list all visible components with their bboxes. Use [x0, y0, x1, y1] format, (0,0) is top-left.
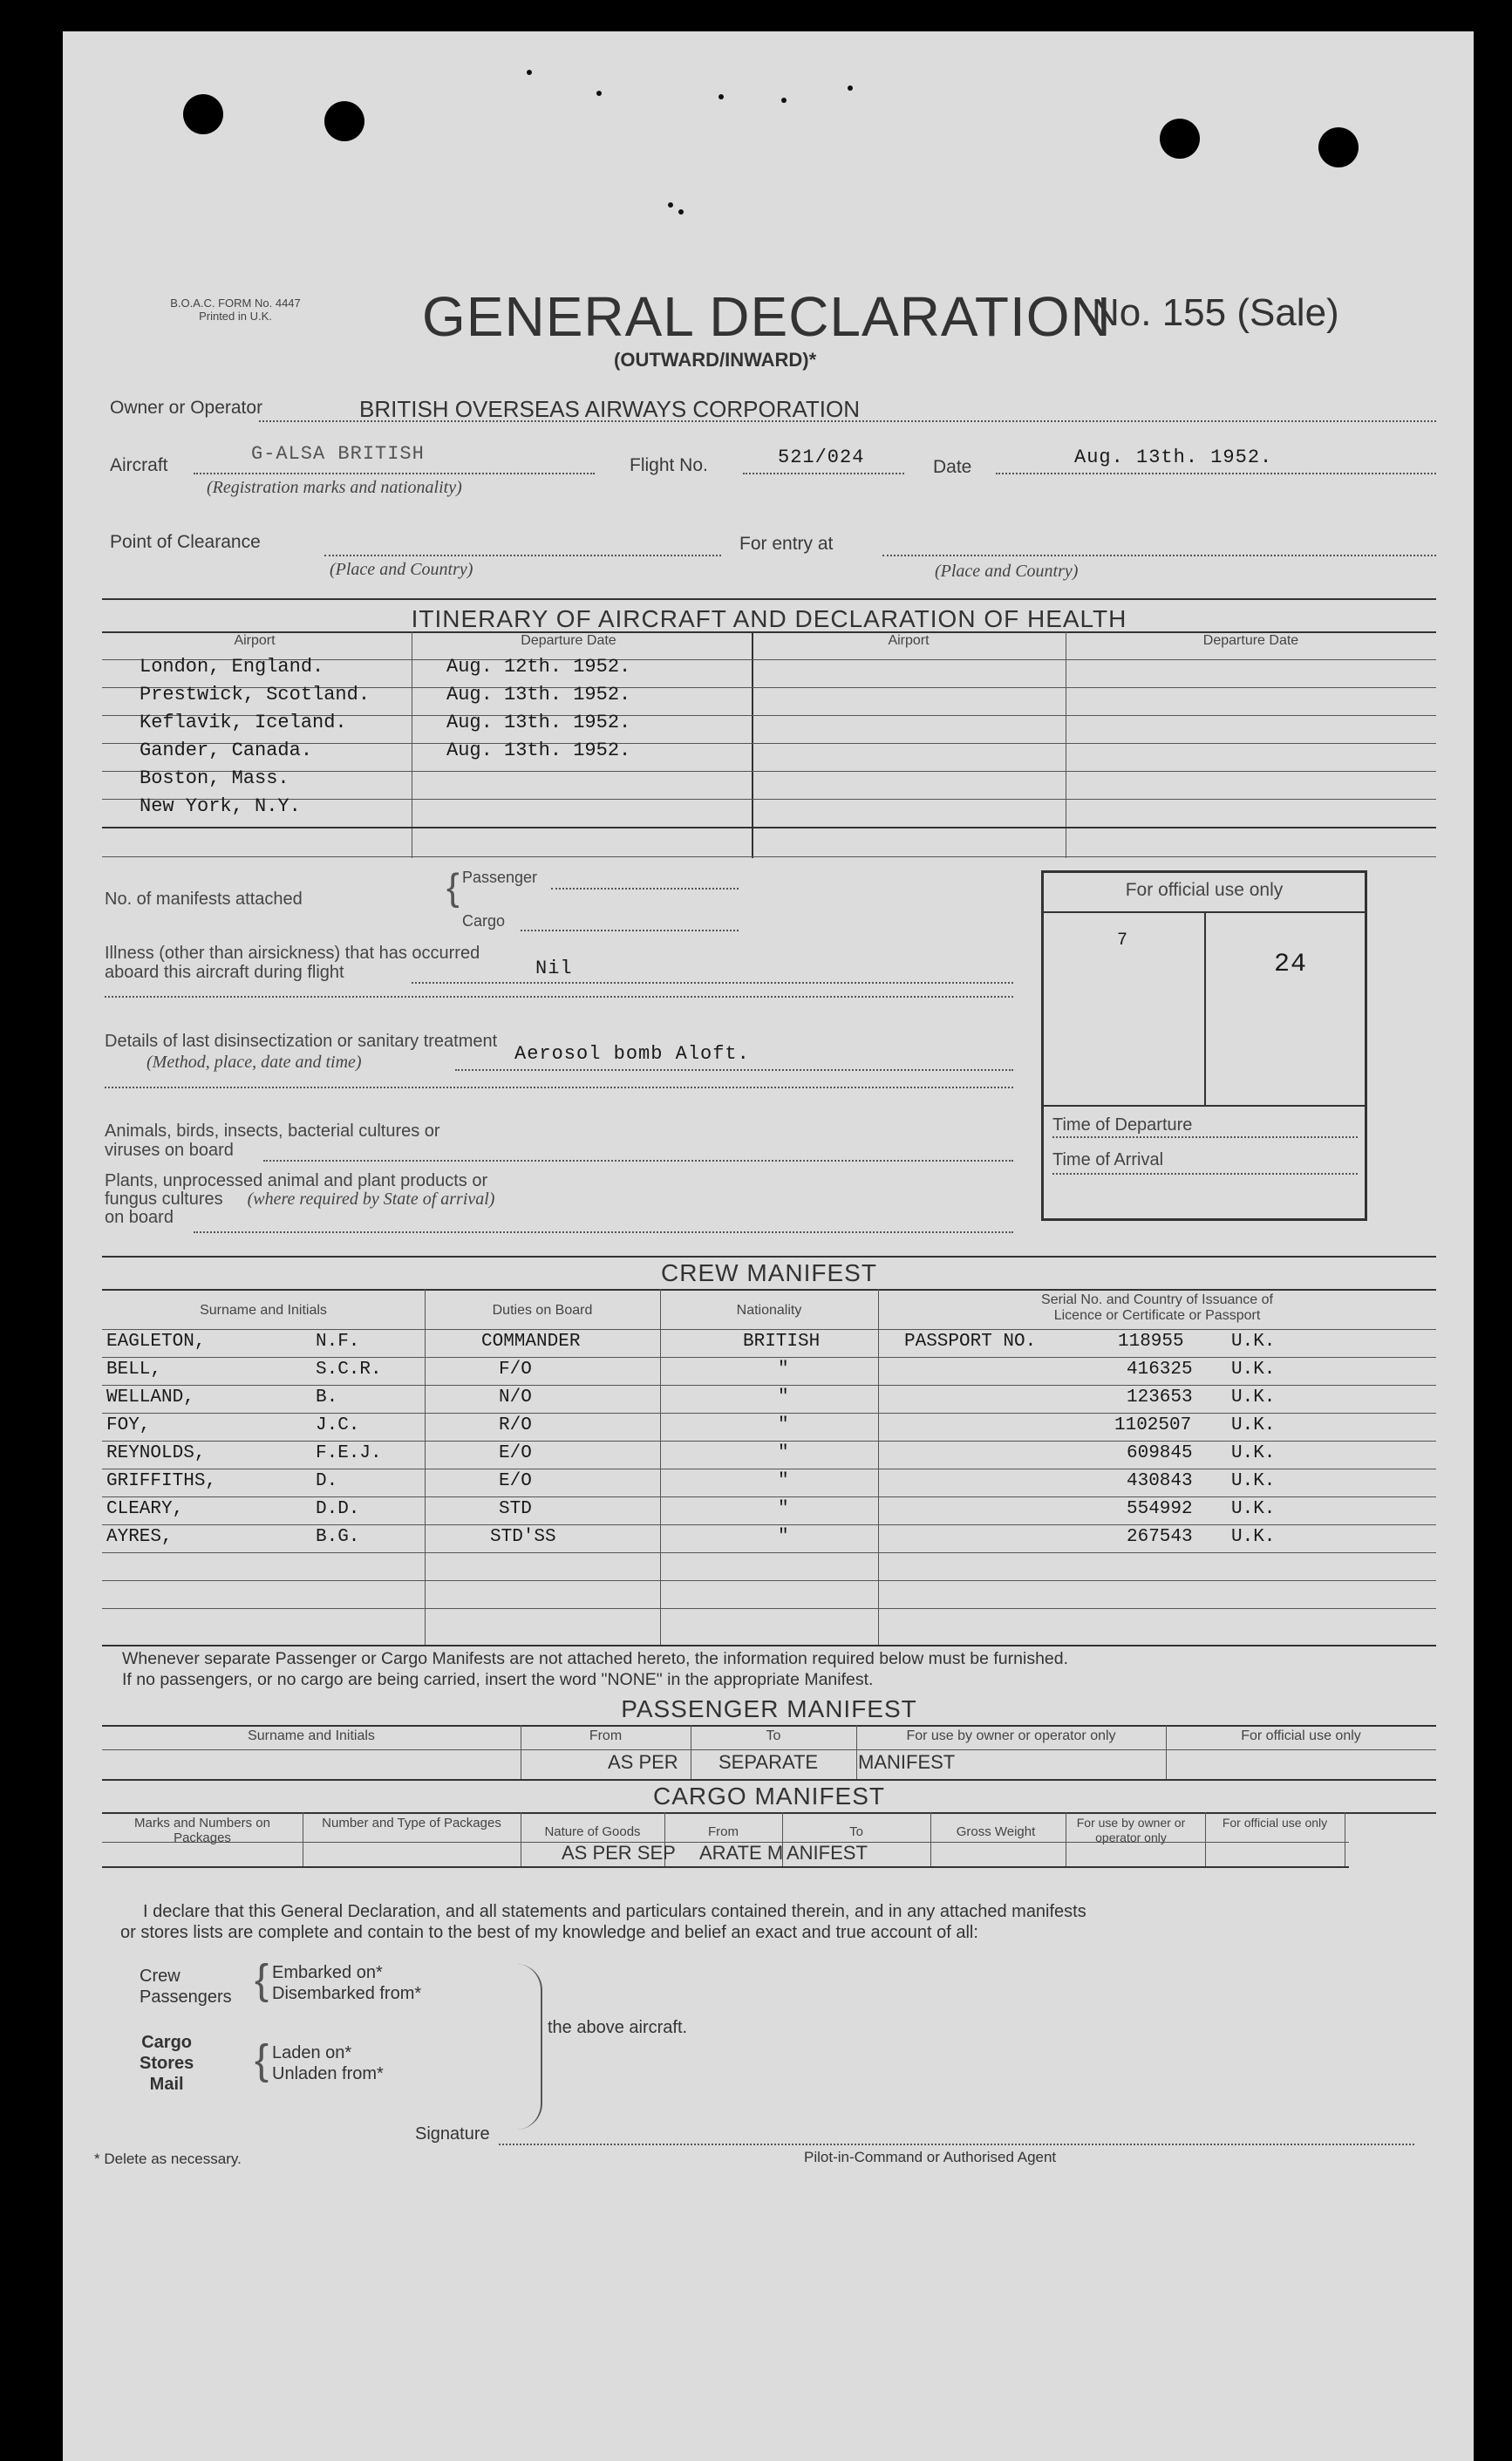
crew-initials: B.: [316, 1387, 338, 1408]
crew-row-7: [98, 1498, 1423, 1526]
crew-serial: 609845: [1127, 1443, 1193, 1463]
crew-surname: GRIFFITHS,: [106, 1471, 217, 1491]
declaration-number: No. 155 (Sale): [1092, 291, 1339, 334]
direction: (OUTWARD/INWARD)*: [614, 349, 817, 371]
passenger-label: Passenger: [462, 869, 538, 886]
cargo-manifest-value-1: AS PER SEP: [562, 1842, 676, 1864]
animals-label: Animals, birds, insects, bacterial cultures or viruses on board: [105, 1121, 440, 1160]
punch-hole-right-2: [1318, 127, 1359, 167]
crew-nationality: BRITISH: [743, 1332, 821, 1352]
crew-nationality: ": [778, 1360, 789, 1380]
crew-row-3: [98, 1387, 1423, 1415]
crew-country: U.K.: [1231, 1443, 1276, 1463]
crew-duty: COMMANDER: [481, 1332, 581, 1352]
clearance-caption: (Place and Country): [330, 560, 473, 579]
itinerary-header-airport-2: Airport: [888, 633, 930, 648]
time-of-arrival-label: Time of Arrival: [1052, 1150, 1164, 1169]
signature-label: Signature: [415, 2124, 490, 2144]
crew-initials: J.C.: [316, 1415, 360, 1435]
itinerary-header-date-1: Departure Date: [521, 633, 616, 648]
declaration-sheet: B.O.A.C. FORM No. 4447 Printed in U.K. GENERAL DECLARATION No. 155 (Sale) (OUTWARD/INWARD)* Owner or Operator BRITISH OVERSEAS AIRWAYS CORPORATION Aircraft G-ALSA BRITISH (Registration marks and nationality) Flight No. 521/024 Date Aug. 13th. 1952. Point of Clearance (Place and Country) For entry at (Place and Country) ITINERARY OF AIRCRAFT AND DECLARATION OF HEALTH Airport Departure Date Airport Departure Date London, England. Aug. 12th. 1952. Prestwick, Scotland. Aug. 13th. 1952. Keflavik, Iceland. Aug. 13th. 1952. Gander, Canada. Aug. 13th. 1952. Boston, Mass. New York, N.Y. No. of manifests attached { Passenger Cargo Illness (other than airsickness) that has occurred aboard this aircraft during flight Nil Details of last disinsectization or sanitary treatment (Method, place, date and time) Aerosol bomb Aloft. Animals, birds, insects, bacterial cultures or viruses on board Plants, unprocessed animal and plant products or fungus cultures (where required by State of arrival) on board For official use only 7 24 Time of Departure Time of Arrival CREW MANIFEST Surname and Initials Duties on Board Nationality Serial No. and Country of Issuance of Licence or Certificate or Passport EAGLETON, N.F. COMMANDER BRITISH PASSPORT NO. 118955 U.K. BELL, S.C.R. F/O " 416325 U.K. WELLAND, B. N/O " 123653 U.K. FOY, J.C. R/O " 1102507 U.K. REYNOLDS, F.E.J. E/O " 609845 U.K. GRIFFITHS, D. E/O " 430843 U.K. CLEARY, D.D. STD " 554992 U.K. AYRES, B.G. STD'SS " 267543 U.K. Whenever separate Passenger or Cargo Manifests are not attached hereto, the information required below must be furnished. If no passengers, or no cargo are being carried, insert the word "NONE" in the appropriate Manifest. PASSENGER MANIFEST Surname and Initials From To For use by owner or operator only For official use only AS PER SEPARATE MANIFEST CARGO MANIFEST Marks and Numbers on Packages Number and Type of Packages Nature of Goods From To Gross Weight For use by owner or operator only For official use only AS PER SEP ARATE M ANIFEST I declare that this General Declaration, and all statements and particulars contained therein, and in any attached manifests or stores lists are complete and contain to the best of my knowledge and belief an exact and true account of all: Crew Passengers { Embarked on* Disembarked from* Cargo Stores Mail { Laden on* Unladen from* the above aircraft. Signature * Delete as necessary. Pilot-in-Command or Authorised Agent: [63, 31, 1474, 2461]
airport: London, England.: [140, 656, 324, 678]
cargo-label: Cargo: [462, 912, 506, 930]
crew-initials: B.G.: [316, 1527, 360, 1547]
crew-serial: 118955: [1118, 1332, 1184, 1352]
crew-nationality: ": [778, 1387, 789, 1408]
itinerary-row-4: [98, 738, 1423, 766]
airport: New York, N.Y.: [140, 795, 301, 817]
passenger-manifest-value-1: AS PER: [608, 1751, 678, 1773]
crew-serial: 1102507: [1114, 1415, 1192, 1435]
crew-nationality: ": [778, 1415, 789, 1435]
cargo-header-nature: Nature of Goods: [544, 1824, 641, 1839]
crew-surname: CLEARY,: [106, 1499, 184, 1519]
cargo-header-number: Number and Type of Packages: [322, 1816, 501, 1830]
page-title: GENERAL DECLARATION: [422, 285, 1112, 348]
aircraft-caption: (Registration marks and nationality): [207, 478, 462, 497]
laden-options: Laden on* Unladen from*: [272, 2043, 384, 2083]
crew-country: U.K.: [1231, 1332, 1276, 1352]
crew-row-5: [98, 1442, 1423, 1470]
crew-serial: 416325: [1127, 1360, 1193, 1380]
passenger-manifest-value-2: SEPARATE: [719, 1751, 819, 1773]
crew-header-surname: Surname and Initials: [200, 1303, 327, 1318]
official-use-box: [1041, 870, 1367, 1221]
crew-surname: EAGLETON,: [106, 1332, 206, 1352]
passenger-header-surname: Surname and Initials: [248, 1728, 375, 1743]
itinerary-header-date-2: Departure Date: [1202, 633, 1299, 648]
clearance-label: Point of Clearance: [110, 532, 261, 552]
pilot-label: Pilot-in-Command or Authorised Agent: [804, 2149, 1057, 2165]
itinerary-title: ITINERARY OF AIRCRAFT AND DECLARATION OF HEALTH: [411, 605, 1127, 632]
crew-initials: F.E.J.: [316, 1443, 382, 1463]
crew-initials: N.F.: [316, 1332, 360, 1352]
cargo-header-official-use: For official use only: [1222, 1816, 1328, 1830]
speck: [668, 202, 673, 208]
crew-passengers-label: Crew Passengers: [140, 1967, 232, 2007]
crew-country: U.K.: [1231, 1360, 1276, 1380]
crew-serial: 430843: [1127, 1471, 1193, 1491]
itinerary-row-3: [98, 710, 1423, 738]
flight-value: 521/024: [778, 447, 865, 468]
cargo-manifest-value-2: ARATE M: [699, 1842, 784, 1864]
official-mark-right: 24: [1274, 950, 1308, 979]
entry-caption: (Place and Country): [935, 562, 1079, 581]
crew-initials: S.C.R.: [316, 1360, 382, 1380]
cargo-manifest-title: CARGO MANIFEST: [652, 1783, 885, 1810]
departure-date: Aug. 13th. 1952.: [446, 712, 631, 733]
cargo-stores-mail-label: Cargo Stores Mail: [140, 2033, 194, 2094]
crew-country: U.K.: [1231, 1499, 1276, 1519]
crew-row-8: [98, 1526, 1423, 1554]
official-use-title: For official use only: [1125, 880, 1284, 900]
aircraft-value: G-ALSA BRITISH: [251, 443, 425, 465]
crew-nationality: ": [778, 1471, 789, 1491]
embark-options: Embarked on* Disembarked from*: [272, 1963, 422, 2003]
airport: Keflavik, Iceland.: [140, 712, 347, 733]
crew-nationality: ": [778, 1443, 789, 1463]
entry-label: For entry at: [739, 534, 834, 554]
itinerary-row-1: [98, 654, 1423, 682]
cargo-header-to: To: [849, 1824, 863, 1839]
speck: [678, 209, 684, 215]
crew-row-1: [98, 1331, 1423, 1359]
official-mark-left: 7: [1117, 931, 1129, 951]
speck: [848, 85, 853, 91]
crew-serial: 554992: [1127, 1499, 1193, 1519]
cargo-header-owner-use: For use by owner or operator only: [1076, 1816, 1186, 1844]
delete-note: * Delete as necessary.: [94, 2151, 242, 2167]
passenger-header-owner-use: For use by owner or operator only: [906, 1728, 1116, 1743]
crew-initials: D.D.: [316, 1499, 360, 1519]
cargo-header-marks: Marks and Numbers on Packages: [134, 1816, 270, 1845]
owner-value: BRITISH OVERSEAS AIRWAYS CORPORATION: [359, 396, 861, 422]
cargo-manifest-value-3: ANIFEST: [787, 1842, 868, 1864]
itinerary-row-5: [98, 766, 1423, 794]
form-code: B.O.A.C. FORM No. 4447 Printed in U.K.: [170, 297, 301, 323]
crew-country: U.K.: [1231, 1527, 1276, 1547]
airport: Boston, Mass.: [140, 767, 289, 789]
passenger-header-to: To: [766, 1728, 781, 1743]
speck: [596, 91, 602, 96]
departure-date: Aug. 12th. 1952.: [446, 656, 631, 678]
passenger-header-from: From: [589, 1728, 623, 1743]
crew-surname: AYRES,: [106, 1527, 173, 1547]
above-aircraft-text: the above aircraft.: [548, 2018, 688, 2037]
punch-hole-left-1: [183, 94, 223, 134]
crew-header-duties: Duties on Board: [492, 1303, 593, 1318]
itinerary-row-2: [98, 682, 1423, 710]
crew-manifest-title: CREW MANIFEST: [661, 1259, 877, 1286]
date-label: Date: [933, 457, 972, 477]
crew-surname: REYNOLDS,: [106, 1443, 206, 1463]
crew-duty: N/O: [499, 1387, 532, 1408]
disinsect-label: Details of last disinsectization or sanitary treatment (Method, place, date and time): [105, 1032, 498, 1072]
crew-header-serial: Serial No. and Country of Issuance of Licence or Certificate or Passport: [1041, 1292, 1273, 1323]
speck: [527, 70, 532, 75]
speck: [781, 98, 787, 103]
crew-country: U.K.: [1231, 1471, 1276, 1491]
speck: [719, 94, 724, 99]
passenger-manifest-title: PASSENGER MANIFEST: [102, 1695, 1436, 1723]
departure-date: Aug. 13th. 1952.: [446, 684, 631, 706]
plants-label: Plants, unprocessed animal and plant products or fungus cultures (where required by State of arrival) on board: [105, 1171, 495, 1227]
itinerary-row-6: [98, 794, 1423, 821]
crew-duty: F/O: [499, 1360, 532, 1380]
illness-label: Illness (other than airsickness) that has occurred aboard this aircraft during flight: [105, 944, 480, 982]
crew-surname: WELLAND,: [106, 1387, 194, 1408]
passenger-manifest-value-3: MANIFEST: [858, 1751, 956, 1773]
crew-duty: STD'SS: [490, 1527, 556, 1547]
passenger-header-official-use: For official use only: [1241, 1728, 1361, 1743]
aircraft-label: Aircraft: [110, 455, 168, 475]
crew-surname: BELL,: [106, 1360, 162, 1380]
crew-serial: 123653: [1127, 1387, 1193, 1408]
crew-duty: R/O: [499, 1415, 532, 1435]
cargo-header-weight: Gross Weight: [956, 1824, 1036, 1839]
crew-country: U.K.: [1231, 1387, 1276, 1408]
declaration-text: I declare that this General Declaration, and all statements and particulars contained therein, and in any attached manifests or stores lists are complete and contain to the best of my knowledge and belief an exact and true account of all:: [120, 1902, 1086, 1942]
crew-surname: FOY,: [106, 1415, 151, 1435]
crew-initials: D.: [316, 1471, 338, 1491]
crew-serial: 267543: [1127, 1527, 1193, 1547]
disinsect-value: Aerosol bomb Aloft.: [514, 1043, 750, 1065]
itinerary-header-airport-1: Airport: [234, 633, 276, 648]
time-of-departure-label: Time of Departure: [1052, 1115, 1193, 1135]
airport: Gander, Canada.: [140, 740, 313, 761]
crew-row-6: [98, 1470, 1423, 1498]
crew-doc: PASSPORT NO.: [904, 1332, 1037, 1352]
date-value: Aug. 13th. 1952.: [1074, 447, 1273, 468]
crew-nationality: ": [778, 1499, 789, 1519]
crew-duty: E/O: [499, 1471, 532, 1491]
flight-label: Flight No.: [630, 455, 708, 475]
crew-header-nationality: Nationality: [736, 1303, 802, 1318]
owner-label: Owner or Operator: [110, 398, 263, 418]
crew-row-2: [98, 1359, 1423, 1387]
illness-value: Nil: [535, 958, 573, 979]
crew-duty: E/O: [499, 1443, 532, 1463]
cargo-header-from: From: [708, 1824, 739, 1839]
airport: Prestwick, Scotland.: [140, 684, 371, 706]
punch-hole-left-2: [324, 101, 364, 141]
crew-country: U.K.: [1231, 1415, 1276, 1435]
manifests-label: No. of manifests attached: [105, 890, 303, 909]
notice: Whenever separate Passenger or Cargo Manifests are not attached hereto, the information required below must be furnished. If no passengers, or no cargo are being carried, insert the word "NONE" in the appropriate Manifest.: [122, 1649, 1069, 1689]
crew-duty: STD: [499, 1499, 532, 1519]
departure-date: Aug. 13th. 1952.: [446, 740, 631, 761]
punch-hole-right-1: [1160, 119, 1200, 159]
crew-nationality: ": [778, 1527, 789, 1547]
crew-row-4: [98, 1415, 1423, 1442]
